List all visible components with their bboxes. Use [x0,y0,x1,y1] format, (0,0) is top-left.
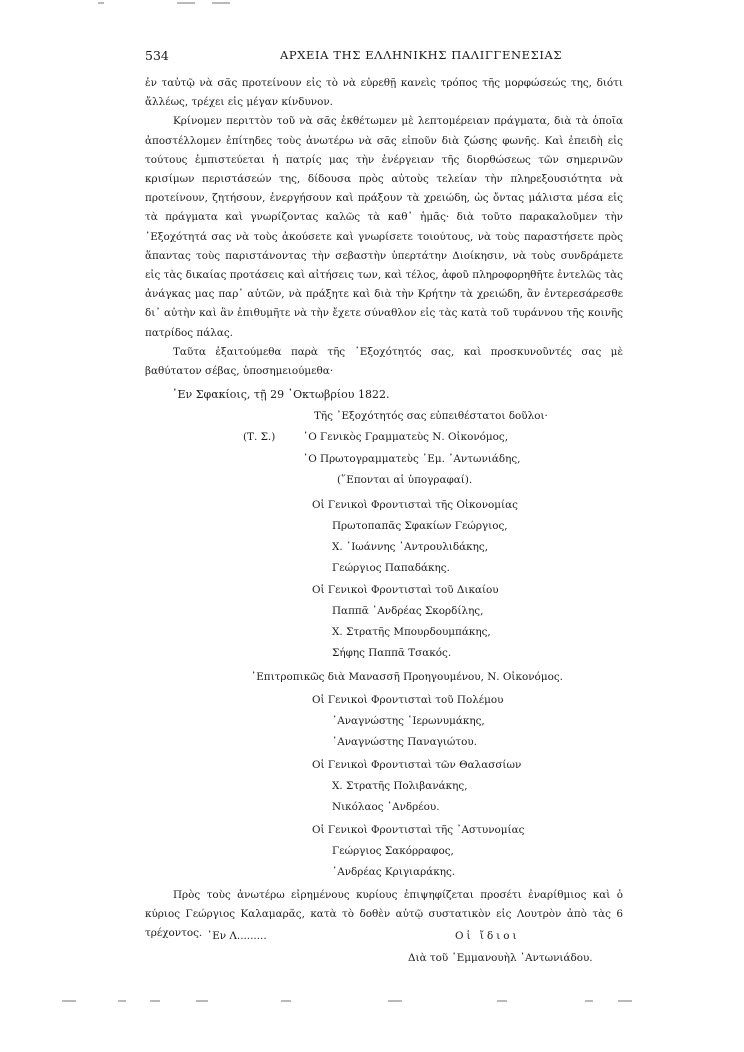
economy-signer: Χ. ᾽Ιωάννης ᾽Αντρουλιδάκης, [332,541,488,553]
paragraph-main: Κρίνομεν περιττὸν τοῦ νὰ σᾶς ἐκθέτωμεν μὲ λεπτομέρειαν πράγματα, διὰ τὰ ὁποῖα ἀποστέλλομεν ἐπίτηδες τοὺς ἀνωτέρω νὰ σᾶς εἰποῦν διὰ ζώσης φωνῆς. Καὶ ἐπειδὴ εἰς τούτους ἐμπιστεύεται ἡ πατρίς μας τὴν ἐνέργειαν τῆς διορθώσεως τῶν σημερινῶν κρισίμων περιστάσεών της, δίδουσα πρὸς αὐτοὺς τελείαν τὴν πληρεξουσιότητα νὰ προτείνουν, ζητήσουν, ἐνεργήσουν καὶ πράξουν τὰ χρειώδη, ὡς ὄντας μάλιστα μέσα εἰς τὰ πράγματα καὶ γνωρίζοντας καλῶς τὰ καθ᾽ ἡμᾶς· διὰ τοῦτο παρακαλοῦμεν τὴν ᾽Εξοχότητά σας νὰ τοὺς ἀκούσετε καὶ γνωρίσετε τοιούτους, νὰ τοὺς παραστήσετε πρὸς ἅπαντας τοὺς παριστάνοντας τὴν σεβαστὴν ὑπερτάτην Διοίκησιν, νὰ τοὺς συνδράμετε εἰς τὰς δικαίας προτάσεις καὶ αἰτήσεις των, καὶ τέλος, ἀφοῦ πληροφορηθῆτε ἐντελῶς τὰς ἀνάγκας μας παρ᾽ αὐτῶν, νὰ πράξητε καὶ διὰ τὴν Κρήτην τὰ χρειώδη, ἂν ἐντερεσάρεσθε δι᾽ αὐτὴν καὶ ἂν ἐπιθυμῆτε νὰ τὴν ἔχετε σύναθλον εἰς τὰς κατὰ τοῦ τυράννου τῆς κοινῆς πατρίδος πάλας. [145,115,623,339]
naval-title: Οἱ Γενικοὶ Φροντισταὶ τῶν Θαλασσίων [312,759,522,771]
naval-signer: Νικόλαος ᾽Ανδρέου. [332,801,440,813]
running-title: ΑΡΧΕΙΑ ΤΗΣ ΕΛΛΗΝΙΚΗΣ ΠΑΛΙΓΓΕΝΕΣΙΑΣ [280,48,563,62]
police-signer: ᾽Ανδρέας Κριγιαράκης. [332,866,456,878]
signatures-follow: (῞Επονται αἱ ὑπογραφαί). [337,474,473,486]
letter-body [145,74,623,381]
scan-edge-top [0,2,744,8]
date-line: ᾽Εν Σφακίοις, τῇ 29 ᾽Οκτωβρίου 1822. [172,388,390,401]
justice-signer: Σήφης Παππᾶ Τσακός. [332,647,452,659]
economy-signer: Γεώργιος Παπαδάκης. [332,562,450,574]
seal-mark: (Τ. Σ.) [243,431,276,443]
first-secretary: ῾Ο Πρωτογραμματεὺς ᾽Εμ. ᾽Αντωνιάδης, [303,453,521,465]
page-number: 534 [145,48,169,63]
war-title: Οἱ Γενικοὶ Φροντισταὶ τοῦ Πολέμου [312,694,504,706]
paragraph-closing: Ταῦτα ἐξαιτούμεθα παρὰ τῆς ᾽Εξοχότητός σας, καὶ προσκυνοῦντές σας μὲ βαθύτατον σέβας, ὑποσημειούμεθα· [145,345,623,378]
economy-signer: Πρωτοπαπᾶς Σφακίων Γεώργιος, [332,520,508,532]
police-title: Οἱ Γενικοὶ Φροντισταὶ τῆς ᾽Αστυνομίας [312,824,525,836]
commission-line: ᾽Επιτροπικῶς διὰ Μανασσῆ Προηγουμένου, Ν. Οἰκονόμος. [251,671,563,683]
naval-signer: Χ. Στρατῆς Πολιβανάκης, [332,780,468,792]
war-signer: ᾽Αναγνώστης ῾Ιερωνυμάκης, [332,715,485,727]
justice-signer: Παππᾶ ᾽Ανδρέας Σκορδίλης, [332,605,484,617]
justice-title: Οἱ Γενικοὶ Φροντισταὶ τοῦ Δικαίου [312,584,499,596]
secretary-general: ῾Ο Γενικὸς Γραμματεὺς Ν. Οἰκονόμος, [303,431,509,443]
postscript-text: Πρὸς τοὺς ἀνωτέρω εἰρημένους κυρίους ἐπιψηφίζεται προσέτι ἐναρίθμιος καὶ ὁ κύριος Γεώργιος Καλαμαρᾶς, κατὰ τὸ δοθὲν αὐτῷ συστατικὸν εἰς Λουτρὸν ἀπὸ τὰς 6 τρέχοντος. [145,889,623,940]
closing-place: ᾽Εν Λ......... [207,930,267,942]
page-header [145,48,625,68]
justice-signer: Χ. Στρατῆς Μπουρδουμπάκης, [332,626,491,638]
war-signer: ᾽Αναγνώστης Παναγιώτου. [332,736,478,748]
economy-title: Οἱ Γενικοὶ Φροντισταὶ τῆς Οἰκονομίας [312,499,518,511]
scan-edge-bottom [0,1000,744,1006]
salutation: Τῆς ᾽Εξοχότητός σας εὐπειθέστατοι δοῦλοι· [314,410,548,422]
police-signer: Γεώργιος Σακόρραφος, [332,845,454,857]
closing-by: Διὰ τοῦ ᾽Εμμανουὴλ ᾽Αντωνιάδου. [408,952,593,964]
closing-same: Οἱ ἴδιοι [455,930,520,942]
paragraph-continuation: ἐν ταὐτῷ νὰ σᾶς προτείνουν εἰς τὸ νὰ εὑρεθῇ κανεὶς τρόπος τῆς μορφώσεώς της, διότι ἄλλέως, τρέχει εἰς μέγαν κίνδυνον. [145,77,623,109]
